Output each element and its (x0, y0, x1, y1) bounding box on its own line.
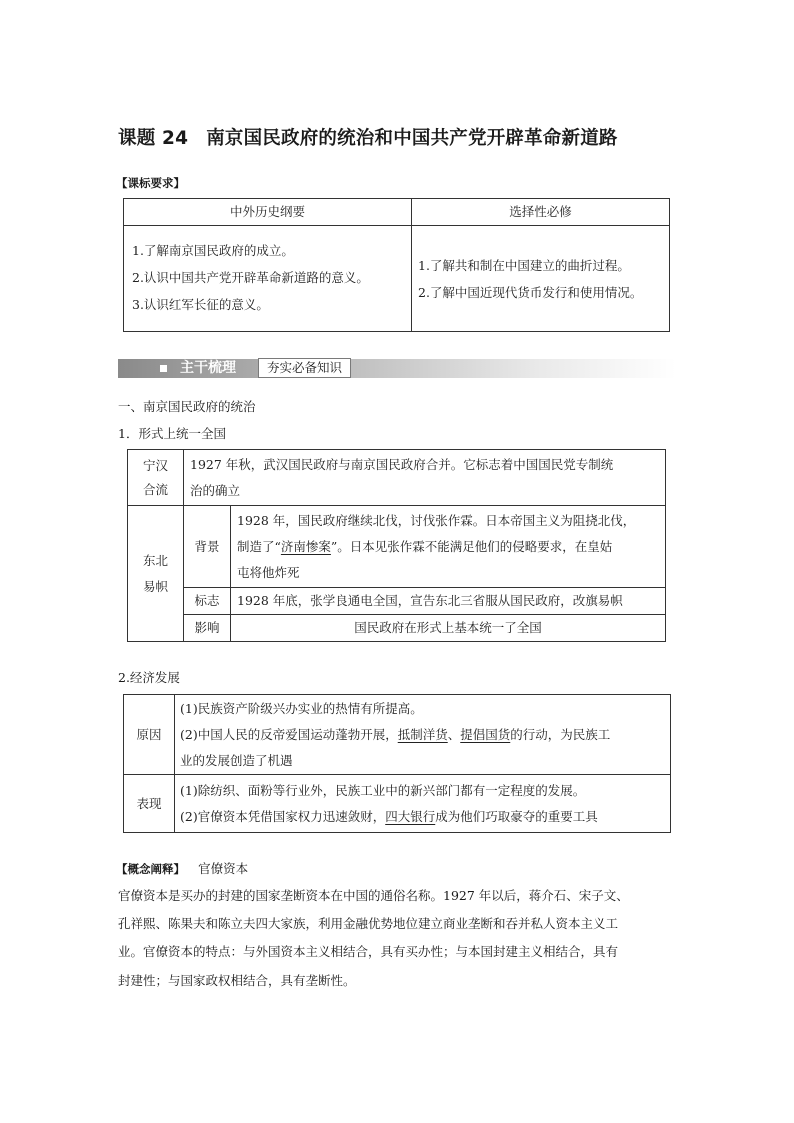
label-causes: 原因 (124, 695, 175, 775)
manifestation-text: 成为他们巧取豪夺的重要工具 (435, 808, 598, 824)
row-label-merger-line: 合流 (142, 481, 168, 497)
banner-square-icon (160, 365, 167, 372)
unification-table (127, 449, 666, 642)
concept-line: 封建性；与国家政权相结合，具有垄断性。 (118, 972, 356, 988)
concept-paragraph (118, 882, 678, 995)
label-background: 背景 (184, 506, 231, 588)
concept-header (116, 858, 248, 877)
curriculum-left-cell (124, 226, 412, 332)
banner-sub-label: 夯实必备知识 (258, 358, 351, 378)
concept-line: 官僚资本是买办的封建的国家垄断资本在中国的通俗名称。1927 年以后，蒋介石、宋子文、 (118, 888, 629, 903)
row-label-northeast-line: 东北 (142, 552, 168, 568)
banner-main-label: 主干梳理 (180, 360, 236, 376)
cause-text: 、 (447, 726, 461, 742)
curriculum-table (123, 198, 670, 332)
label-symbol: 标志 (184, 588, 231, 615)
page-title (118, 124, 718, 150)
promote-domestic-term: 提倡国货 (460, 726, 511, 742)
background-text: 制造了“ (237, 538, 281, 554)
curriculum-header-outline: 中外历史纲要 (124, 199, 412, 226)
manifestation-line (180, 804, 670, 830)
label-impact: 影响 (184, 615, 231, 642)
causes-description (175, 695, 671, 775)
boycott-term: 抵制洋货 (397, 726, 448, 742)
background-description (231, 506, 666, 588)
curriculum-right-cell (412, 226, 670, 332)
curriculum-left-item: 2.认识中国共产党开辟革命新道路的意义。 (132, 270, 369, 285)
economy-table (123, 694, 671, 833)
curriculum-left-item: 1.了解南京国民政府的成立。 (132, 243, 294, 258)
curriculum-right-item: 1.了解共和制在中国建立的曲折过程。 (418, 257, 630, 273)
subsection-heading-economy: 2.经济发展 (118, 670, 180, 685)
cause-line (180, 722, 670, 748)
concept-term: 官僚资本 (198, 861, 249, 876)
row-label-northeast-line: 易帜 (142, 578, 168, 594)
four-banks-term: 四大银行 (385, 808, 436, 824)
curriculum-right-item: 2.了解中国近现代货币发行和使用情况。 (418, 284, 643, 300)
manifestations-description (175, 775, 671, 833)
impact-description: 国民政府在形式上基本统一了全国 (231, 615, 666, 642)
concept-line: 业。官僚资本的特点：与外国资本主义相结合，具有买办性；与本国封建主义相结合，具有 (118, 944, 619, 960)
concept-label: 【概念阐释】 (116, 862, 185, 876)
concept-line: 孔祥熙、陈果夫和陈立夫四大家族，利用金融优势地位建立商业垄断和吞并私人资本主义工 (118, 916, 619, 932)
row-label-merger-line: 宁汉 (142, 457, 168, 473)
background-text: ”。日本见张作霖不能满足他们的侵略要求，在皇姑 (330, 538, 613, 554)
curriculum-header-elective: 选择性必修 (412, 199, 670, 226)
background-line: 1928 年，国民政府继续北伐，讨伐张作霖。日本帝国主义为阻挠北伐， (237, 512, 636, 528)
subsection-heading-unification: 1．形式上统一全国 (118, 426, 226, 441)
merger-line: 治的确立 (190, 482, 241, 498)
merger-line: 1927 年秋，武汉国民政府与南京国民政府合并。它标志着中国国民党专制统 (190, 456, 614, 472)
manifestation-text: (2)官僚资本凭借国家权力迅速敛财， (180, 808, 386, 824)
section-heading: 一、南京国民政府的统治 (118, 399, 256, 414)
row-label-merger (128, 450, 184, 506)
cause-line: (1)民族资产阶级兴办实业的热情有所提高。 (180, 700, 423, 716)
cause-text: (2)中国人民的反帝爱国运动蓬勃开展， (180, 726, 398, 742)
cause-text: 的行动，为民族工 (510, 726, 611, 742)
curriculum-left-item: 3.认识红军长征的意义。 (132, 297, 269, 312)
jinan-incident-term: 济南惨案 (280, 538, 331, 554)
manifestation-line: (1)除纺织、面粉等行业外，民族工业中的新兴部门都有一定程度的发展。 (180, 782, 586, 798)
lesson-title: 南京国民政府的统治和中国共产党开辟革命新道路 (206, 128, 618, 149)
symbol-description: 1928 年底，张学良通电全国，宣告东北三省服从国民政府，改旗易帜 (231, 588, 666, 615)
cause-line: 业的发展创造了机遇 (180, 752, 293, 768)
background-line (237, 534, 665, 560)
merger-description (184, 450, 666, 506)
row-label-northeast (128, 506, 184, 642)
label-manifestations: 表现 (124, 775, 175, 833)
lesson-number: 课题 24 (118, 128, 189, 149)
background-line: 屯将他炸死 (237, 564, 300, 580)
curriculum-label: 【课标要求】 (116, 176, 185, 190)
